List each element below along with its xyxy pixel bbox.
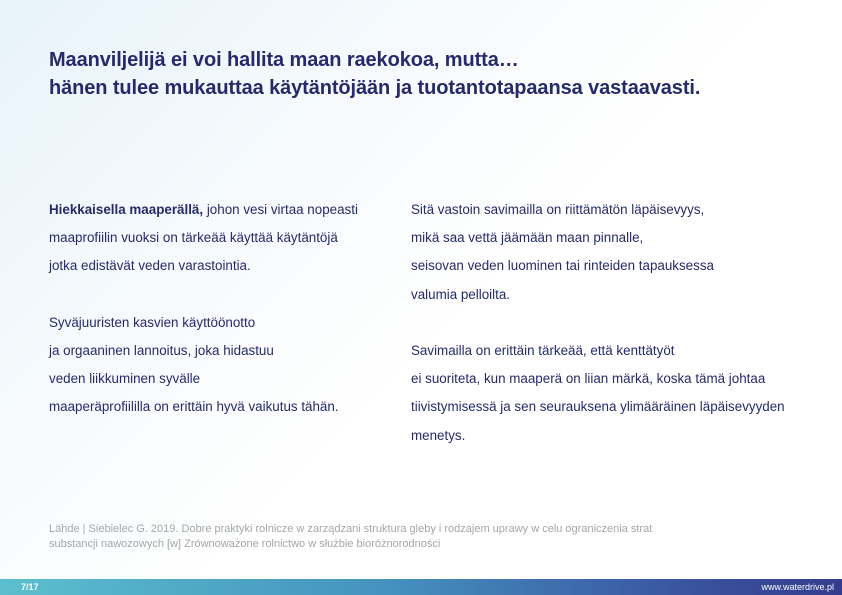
left-p2-line-3: veden liikkuminen syvälle: [49, 371, 201, 387]
left-p1-line-3: jotka edistävät veden varastointia.: [49, 258, 251, 274]
right-p2-line-3: tiivistymisessä ja sen seurauksena ylimääräinen läpäisevyyden: [411, 399, 785, 415]
title-line-2: hänen tulee mukauttaa käytäntöjään ja tuotantotapaansa vastaavasti.: [49, 77, 701, 99]
left-p2-line-1: Syväjuuristen kasvien käyttöönotto: [49, 314, 256, 330]
left-p1-line-2: maaprofiilin vuoksi on tärkeää käyttää käytäntöjä: [49, 230, 338, 246]
left-p2-line-4: maaperäprofiililla on erittäin hyvä vaikutus tähän.: [49, 399, 339, 415]
right-text-column: [411, 196, 831, 450]
right-p2-line-2: ei suoriteta, kun maaperä on liian märkä, koska tämä johtaa: [411, 371, 766, 387]
right-p2-line-1: Savimailla on erittäin tärkeää, että kenttätyöt: [411, 343, 675, 358]
slide-title: [49, 46, 809, 102]
left-p1-line-1-rest: johon vesi virtaa nopeasti: [203, 202, 358, 217]
source-citation: [49, 522, 809, 552]
left-p2-line-2: ja orgaaninen lannoitus, joka hidastuu: [49, 343, 274, 358]
paragraph-gap: [49, 281, 389, 309]
right-p1-line-2: mikä saa vettä jäämään maan pinnalle,: [411, 230, 644, 246]
left-text-column: [49, 196, 389, 422]
source-line-1: Lähde | Siebielec G. 2019. Dobre praktyki rolnicze w zarządzani struktura gleby i rodzajem uprawy w celu ograniczenia strat: [49, 523, 653, 535]
page-number: 7/17: [21, 582, 39, 592]
right-p1-line-1: Sitä vastoin savimailla on riittämätön läpäisevyys,: [411, 202, 705, 217]
right-p2-line-4: menetys.: [411, 427, 466, 443]
left-p1-line-1: [49, 196, 389, 224]
paragraph-gap: [411, 309, 831, 337]
right-p1-line-3: seisovan veden luominen tai rinteiden tapauksessa: [411, 258, 714, 274]
website-link[interactable]: www.waterdrive.pl: [761, 582, 834, 592]
sandy-soil-bold: Hiekkaisella maaperällä,: [49, 202, 204, 217]
source-line-2: substancji nawozowych [w] Zrównoważone rolnictwo w służbie bioróżnorodności: [49, 538, 441, 550]
right-p1-line-4: valumia pelloilta.: [411, 286, 510, 302]
title-line-1: Maanviljelijä ei voi hallita maan raekokoa, mutta…: [49, 49, 519, 71]
footer-bar: [0, 579, 842, 595]
